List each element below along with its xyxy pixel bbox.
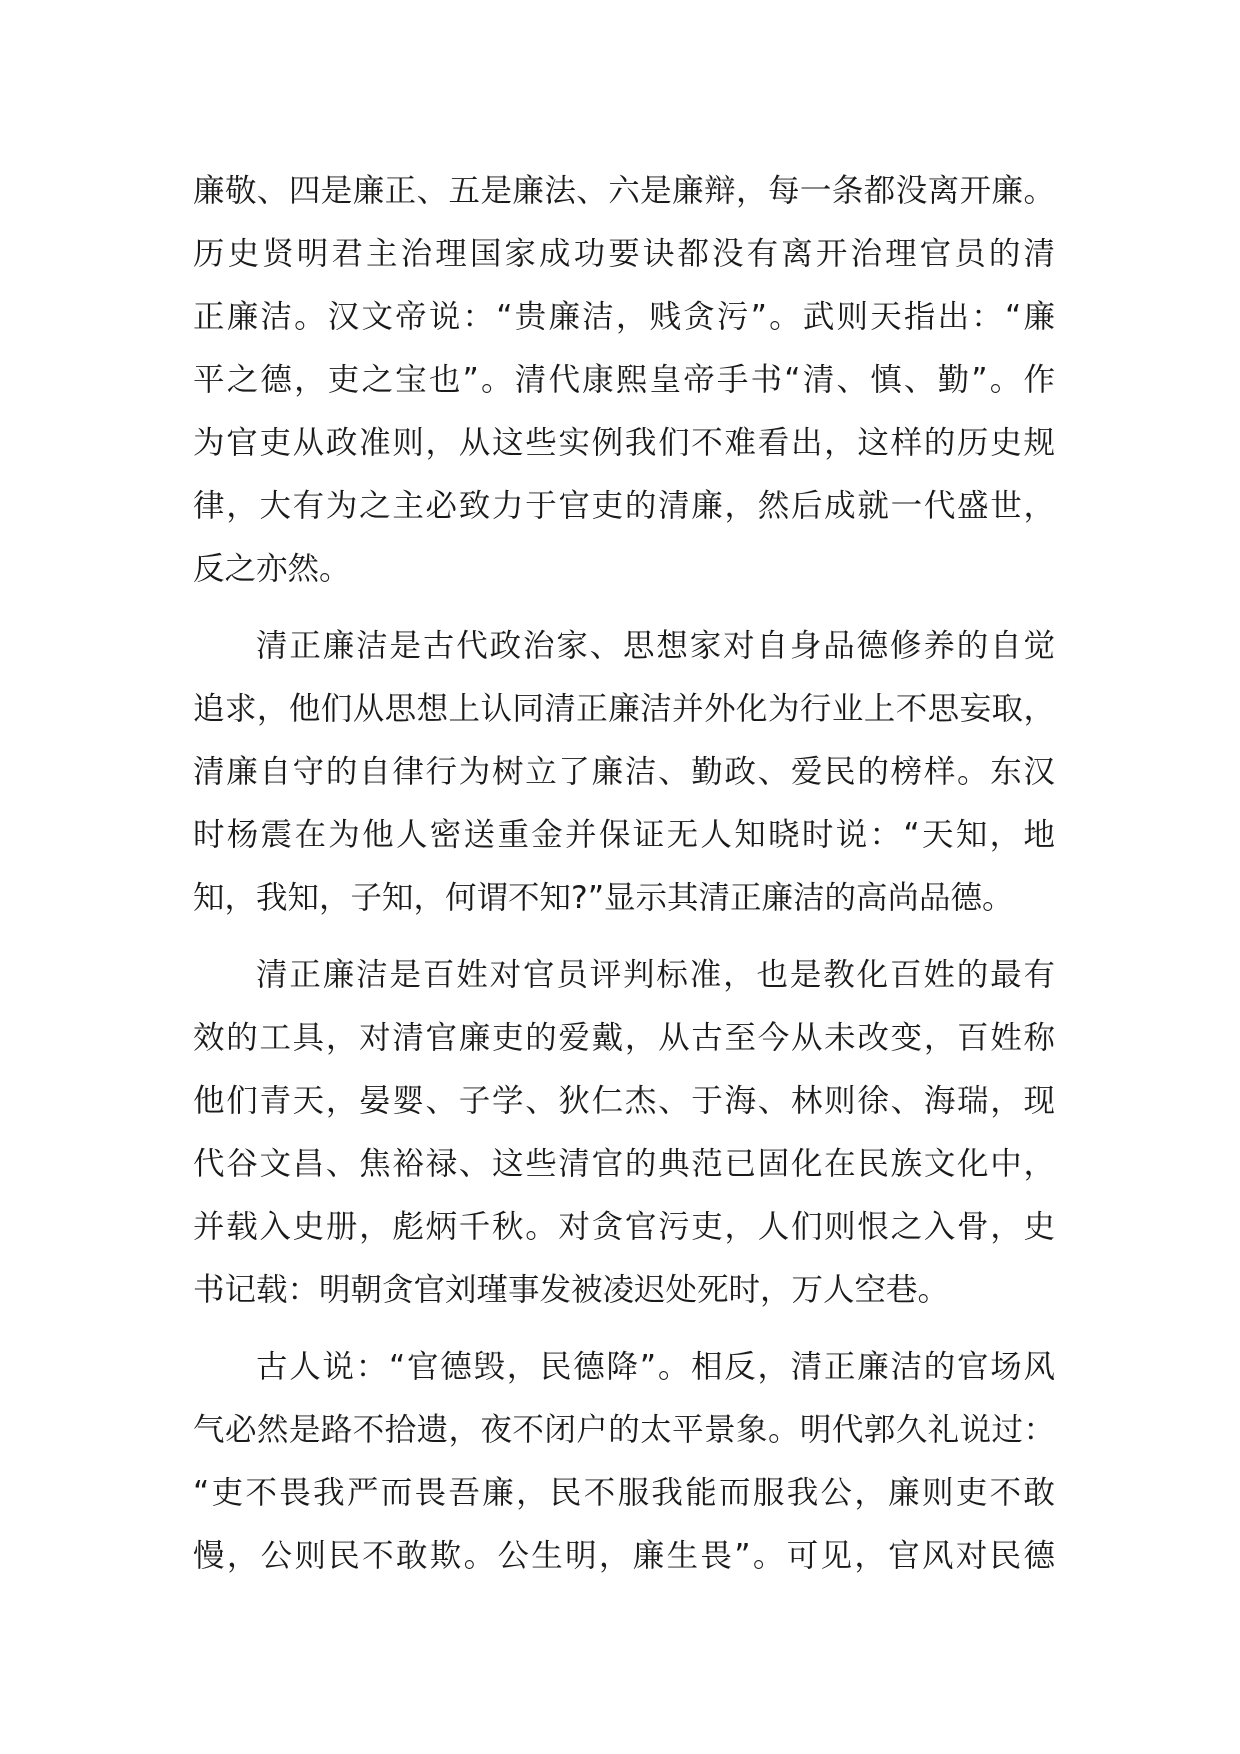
text-line: “吏不畏我严而畏吾廉，民不服我能而服我公，廉则吏不敢: [193, 1475, 1055, 1511]
text-line: 并载入史册，彪炳千秋。对贪官污吏，人们则恨之入骨，史: [193, 1209, 1055, 1245]
text-line: 为官吏从政准则，从这些实例我们不难看出，这样的历史规: [193, 425, 1055, 461]
paragraph-1: [193, 160, 1055, 601]
text-line: 时杨震在为他人密送重金并保证无人知晓时说：“天知，地: [193, 817, 1055, 853]
paragraph-4: [193, 1336, 1055, 1588]
paragraph-3: [193, 944, 1055, 1322]
text-line: 清正廉洁是百姓对官员评判标准，也是教化百姓的最有: [256, 957, 1055, 993]
paragraph-2: [193, 615, 1055, 930]
text-line: 效的工具，对清官廉吏的爱戴，从古至今从未改变，百姓称: [193, 1020, 1055, 1056]
text-line: 慢，公则民不敢欺。公生明，廉生畏”。可见，官风对民德: [193, 1538, 1055, 1574]
text-line: 廉敬、四是廉正、五是廉法、六是廉辩，每一条都没离开廉。: [193, 173, 1055, 209]
text-line: 律，大有为之主必致力于官吏的清廉，然后成就一代盛世，: [193, 488, 1055, 524]
text-line: 知，我知，子知，何谓不知?”显示其清正廉洁的高尚品德。: [193, 880, 1014, 916]
text-line: 追求，他们从思想上认同清正廉洁并外化为行业上不思妄取，: [193, 691, 1055, 727]
text-line: 平之德，吏之宝也”。清代康熙皇帝手书“清、慎、勤”。作: [193, 362, 1055, 398]
text-line: 正廉洁。汉文帝说：“贵廉洁，贱贪污”。武则天指出：“廉: [193, 299, 1055, 335]
text-line: 历史贤明君主治理国家成功要诀都没有离开治理官员的清: [193, 236, 1055, 272]
text-line: 气必然是路不拾遗，夜不闭户的太平景象。明代郭久礼说过：: [193, 1412, 1055, 1448]
document-body: [193, 160, 1055, 1602]
text-line: 他们青天，晏婴、子学、狄仁杰、于海、林则徐、海瑞，现: [193, 1083, 1055, 1119]
text-line: 书记载：明朝贪官刘瑾事发被凌迟处死时，万人空巷。: [193, 1272, 950, 1308]
text-line: 古人说：“官德毁，民德降”。相反，清正廉洁的官场风: [256, 1349, 1055, 1385]
text-line: 反之亦然。: [193, 551, 351, 587]
text-line: 清廉自守的自律行为树立了廉洁、勤政、爱民的榜样。东汉: [193, 754, 1055, 790]
text-line: 清正廉洁是古代政治家、思想家对自身品德修养的自觉: [256, 628, 1055, 664]
text-line: 代谷文昌、焦裕禄、这些清官的典范已固化在民族文化中，: [193, 1146, 1055, 1182]
